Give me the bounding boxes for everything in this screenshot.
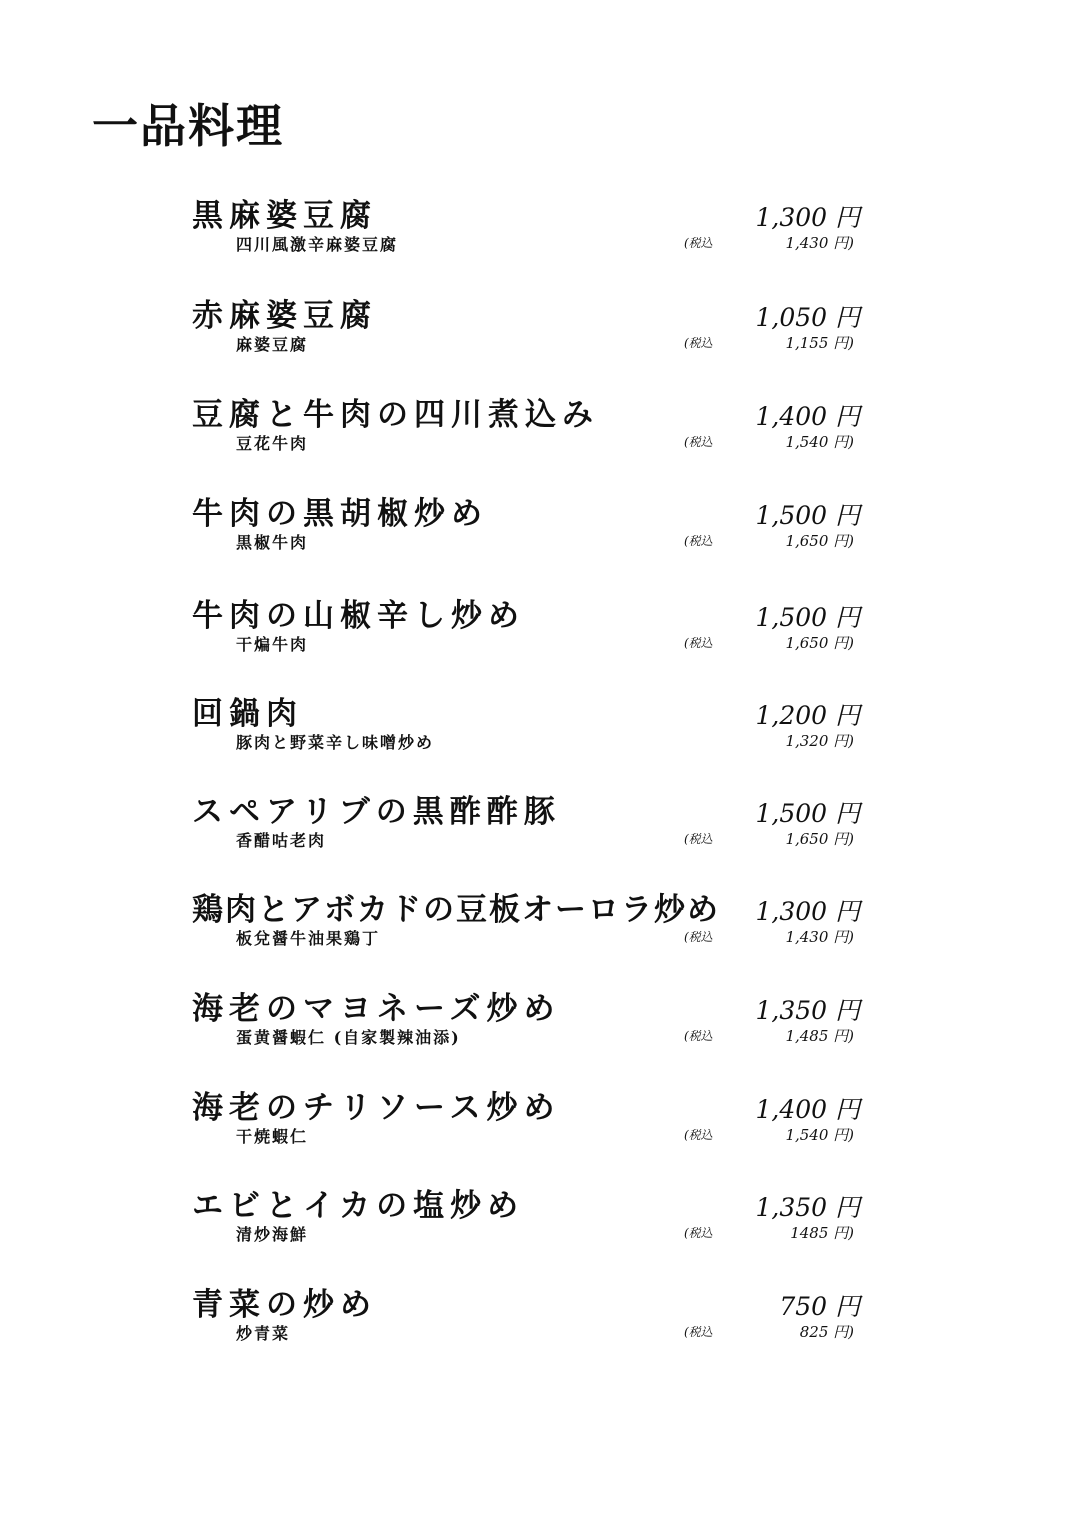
item-chinese-name: 炒青菜 xyxy=(236,1324,291,1343)
item-name: 牛肉の黒胡椒炒め xyxy=(192,496,488,532)
item-chinese-name: 板兌醤牛油果鶏丁 xyxy=(236,929,381,948)
item-name: 海老のチリソース炒め xyxy=(192,1090,561,1126)
item-name: 黒麻婆豆腐 xyxy=(192,198,377,234)
tax-included-price: 1,155 円) xyxy=(785,334,854,352)
tax-included-label: (税込 xyxy=(684,636,713,650)
tax-included-price: 1,650 円) xyxy=(785,634,854,652)
item-chinese-name: 黒椒牛肉 xyxy=(236,533,309,552)
item-price: 1,300 円 xyxy=(755,897,860,926)
tax-included-label: (税込 xyxy=(684,236,713,250)
item-price: 1,050 円 xyxy=(755,303,860,332)
item-chinese-name: 豆花牛肉 xyxy=(236,434,309,453)
item-price: 1,500 円 xyxy=(755,799,860,828)
tax-included-price: 1,485 円) xyxy=(785,1027,854,1045)
item-chinese-name: 四川風激辛麻婆豆腐 xyxy=(236,235,399,254)
item-price: 1,400 円 xyxy=(755,1095,860,1124)
menu-item xyxy=(0,590,1076,670)
menu-item xyxy=(0,389,1076,469)
item-name: エビとイカの塩炒め xyxy=(192,1188,525,1224)
item-price: 1,200 円 xyxy=(755,701,860,730)
item-chinese-name: 香醋咕老肉 xyxy=(236,831,327,850)
tax-included-label: (税込 xyxy=(684,832,713,846)
menu-item xyxy=(0,1082,1076,1162)
item-price: 1,500 円 xyxy=(755,501,860,530)
tax-included-price: 1485 円) xyxy=(790,1224,854,1242)
menu-item xyxy=(0,983,1076,1063)
tax-included-price: 825 円) xyxy=(799,1323,854,1341)
tax-included-price: 1,430 円) xyxy=(785,928,854,946)
item-price: 1,500 円 xyxy=(755,603,860,632)
tax-included-label: (税込 xyxy=(684,336,713,350)
tax-included-label: (税込 xyxy=(684,1128,713,1142)
menu-item xyxy=(0,1279,1076,1359)
item-price: 1,350 円 xyxy=(755,1193,860,1222)
tax-included-label: (税込 xyxy=(684,534,713,548)
item-name: 赤麻婆豆腐 xyxy=(192,298,377,334)
item-price: 750 円 xyxy=(779,1292,860,1321)
tax-included-price: 1,540 円) xyxy=(785,1126,854,1144)
item-chinese-name: 麻婆豆腐 xyxy=(236,335,309,354)
item-chinese-name: 干煸牛肉 xyxy=(236,635,309,654)
item-name: 牛肉の山椒辛し炒め xyxy=(192,598,525,634)
item-chinese-name: 清炒海鮮 xyxy=(236,1225,309,1244)
tax-included-label: (税込 xyxy=(684,435,713,449)
tax-included-price: 1,320 円) xyxy=(785,732,854,750)
item-chinese-name: 豚肉と野菜辛し味噌炒め xyxy=(236,733,435,752)
menu-item xyxy=(0,786,1076,866)
menu-item xyxy=(0,884,1076,964)
item-name: 豆腐と牛肉の四川煮込み xyxy=(192,397,599,433)
item-name: 青菜の炒め xyxy=(192,1287,377,1323)
menu-item xyxy=(0,688,1076,768)
tax-included-price: 1,430 円) xyxy=(785,234,854,252)
item-price: 1,350 円 xyxy=(755,996,860,1025)
item-price: 1,300 円 xyxy=(755,203,860,232)
item-price: 1,400 円 xyxy=(755,402,860,431)
menu-item xyxy=(0,488,1076,568)
tax-included-label: (税込 xyxy=(684,1325,713,1339)
menu-item xyxy=(0,190,1076,270)
page-title: 一品料理 xyxy=(92,99,284,153)
tax-included-label: (税込 xyxy=(684,930,713,944)
tax-included-price: 1,540 円) xyxy=(785,433,854,451)
item-name: 鶏肉とアボカドの豆板オーロラ炒め xyxy=(192,892,720,928)
item-chinese-name: 干焼蝦仁 xyxy=(236,1127,309,1146)
tax-included-price: 1,650 円) xyxy=(785,830,854,848)
item-name: スペアリブの黒酢酢豚 xyxy=(192,794,561,830)
item-name: 回鍋肉 xyxy=(192,696,303,732)
tax-included-price: 1,650 円) xyxy=(785,532,854,550)
tax-included-label: (税込 xyxy=(684,1029,713,1043)
menu-item xyxy=(0,1180,1076,1260)
menu-item xyxy=(0,290,1076,370)
item-name: 海老のマヨネーズ炒め xyxy=(192,991,561,1027)
item-chinese-name: 蛋黄醤蝦仁 (自家製辣油添) xyxy=(236,1028,461,1047)
tax-included-label: (税込 xyxy=(684,1226,713,1240)
